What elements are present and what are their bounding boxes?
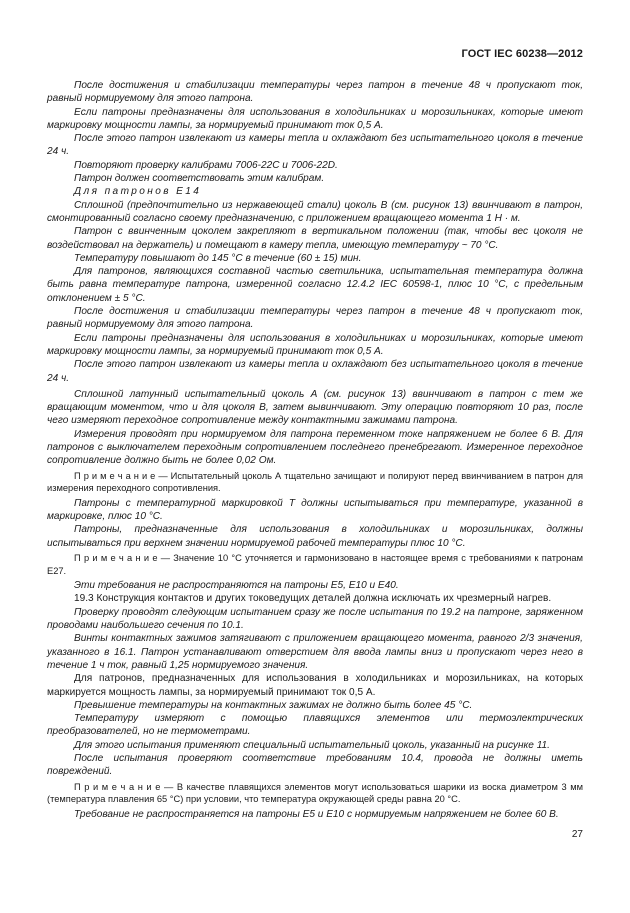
body-paragraph: Патрон с ввинченным цоколем закрепляют в вертикальном положении (так, чтобы вес цоколя не воздействовал на держатель) и помещают в камеру тепла, имеющую температуру ~ 70 °С. <box>47 226 583 251</box>
body-paragraph: Патрон должен соответствовать этим калибрам. <box>74 173 325 185</box>
body-paragraph: Превышение температуры на контактных зажимах не должно быть более 45 °С. <box>74 699 473 711</box>
body-paragraph: Патроны с температурной маркировкой Т должны испытываться при температуре, указанной в маркировке, плюс 10 °С. <box>47 497 583 523</box>
body-paragraph: Винты контактных зажимов затягивают с приложением вращающего момента, равного 2/3 значения, указанного в 16.1. Патрон устанавливают отверстием для ввода лампы вниз и пропускают через него в течение 1 ч ток, равный 1,25 нормируемого значения. <box>47 633 583 671</box>
body-paragraph: Температуру повышают до 145 °С в течение (60 ± 15) мин. <box>74 252 362 264</box>
body-paragraph: Измерения проводят при нормируемом для патрона переменном токе напряжением не более 6 В. Для патронов с выключателем переходным сопротивлением последнего пренебрегают. Измеренное переходное сопротивление должно быть не более 0,02 Ом. <box>47 428 583 467</box>
body-paragraph: После достижения и стабилизации температуры через патрон в течение 48 ч пропускают ток, равный нормируемому для этого патрона. <box>47 306 583 331</box>
body-paragraph: После достижения и стабилизации температуры через патрон в течение 48 ч пропускают ток, равный нормируемому для этого патрона. <box>47 80 583 105</box>
body-paragraph: Для патронов, предназначенных для использования в холодильниках и морозильниках, на которых маркируется мощность лампы, за нормируемый принимают ток 0,5 А. <box>47 673 583 698</box>
body-paragraph: Если патроны предназначены для использования в холодильниках и морозильниках, которые имеют маркировку мощности лампы, за нормируемый принимают ток 0,5 А. <box>47 332 583 357</box>
page-number: 27 <box>571 829 583 840</box>
running-header: ГОСТ IEC 60238—2012 <box>461 48 583 60</box>
body-paragraph: После этого патрон извлекают из камеры тепла и охлаждают без испытательного цоколя в течение 24 ч. <box>47 133 583 158</box>
body-paragraph: После этого патрон извлекают из камеры тепла и охлаждают без испытательного цоколя в течение 24 ч. <box>47 359 583 384</box>
document-body <box>47 79 583 821</box>
body-paragraph: Повторяют проверку калибрами 7006-22С и 7006-22D. <box>74 159 338 171</box>
body-paragraph: Для этого испытания применяют специальный испытательный цоколь, указанный на рисунке 11. <box>74 739 550 751</box>
body-paragraph: Если патроны предназначены для использования в холодильниках и морозильниках, которые имеют маркировку мощности лампы, за нормируемый принимают ток 0,5 А. <box>47 106 583 131</box>
body-paragraph: 19.3 Конструкция контактов и других токоведущих деталей должна исключать их чрезмерный нагрев. <box>74 593 552 605</box>
note-paragraph: П р и м е ч а н и е — Испытательный цоколь А тщательно зачищают и полируют перед ввинчиванием в патрон для измерения переходного сопротивления. <box>47 470 583 494</box>
body-paragraph: Для патронов, являющихся составной частью светильника, испытательная температура должна быть равна температуре патрона, измеренной согласно 12.4.2 IEC 60598-1, плюс 10 °С, с предельным отклонением ± 5 °С. <box>47 266 583 304</box>
note-paragraph: П р и м е ч а н и е — Значение 10 °С уточняется и гармонизовано в настоящее время с требованиями к патронам Е27. <box>47 552 583 576</box>
body-paragraph: Сплошной латунный испытательный цоколь А (см. рисунок 13) ввинчивают в патрон с тем же вращающим моментом, что и для цоколя В, затем вывинчивают. Эту операцию повторяют 10 раз, после чего измеряют переходное сопротивление между контактными зажимами патрона. <box>47 388 583 427</box>
note-paragraph: П р и м е ч а н и е — В качестве плавящихся элементов могут использоваться шарики из воска диаметром 3 мм (температура плавления 65 °С) при условии, что температура окружающей среды равна 20 °С. <box>47 781 583 805</box>
body-paragraph: Проверку проводят следующим испытанием сразу же после испытания по 19.2 на патроне, заряженном проводами наибольшего сечения по 10.1. <box>47 606 583 632</box>
body-paragraph: Сплошной (предпочтительно из нержавеющей стали) цоколь В (см. рисунок 13) ввинчивают в патрон, смонтированный согласно своему предназначению, с приложением вращающего момента 1 Н · м. <box>47 199 583 224</box>
body-paragraph: Для патронов Е14 <box>74 186 202 198</box>
body-paragraph: Патроны, предназначенные для использования в холодильниках и морозильниках, должны испытываться при верхнем значении нормируемой рабочей температуры плюс 10 °С. <box>47 524 583 549</box>
body-paragraph: Температуру измеряют с помощью плавящихся элементов или термоэлектрических преобразователей, но не термометрами. <box>47 713 583 738</box>
body-paragraph: Требование не распространяется на патроны Е5 и Е10 с нормируемым напряжением не более 60 В. <box>74 808 559 820</box>
body-paragraph: Эти требования не распространяются на патроны Е5, Е10 и Е40. <box>74 580 399 592</box>
body-paragraph: После испытания проверяют соответствие требованиям 10.4, провода не должны иметь повреждений. <box>47 753 583 778</box>
